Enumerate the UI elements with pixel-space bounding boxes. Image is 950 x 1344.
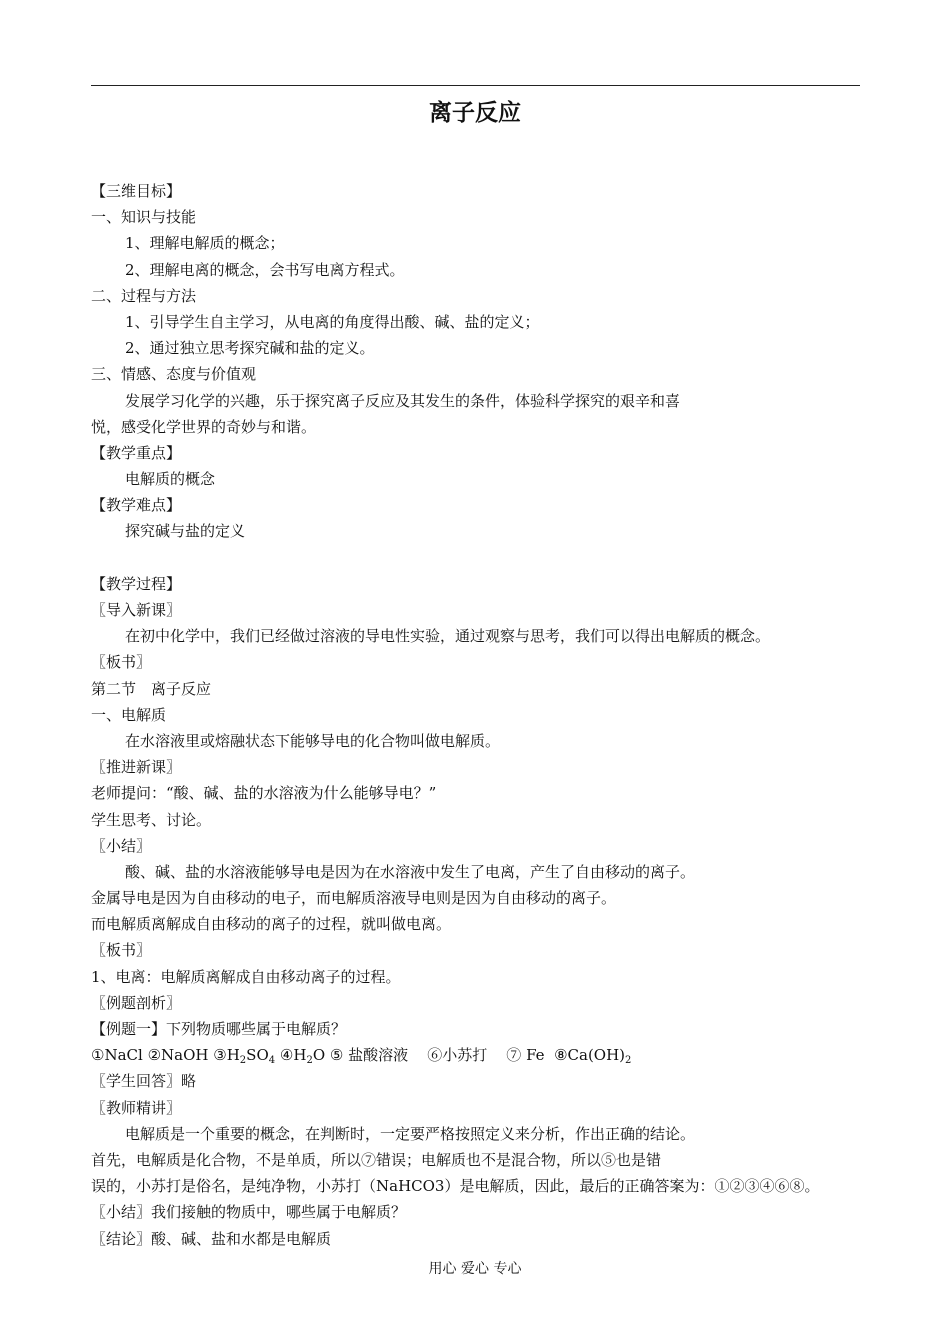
option-nacl: ①NaCl: [91, 1046, 143, 1065]
paragraph-line: 探究碱与盐的定义: [125, 522, 246, 541]
option-h2so4: $③H_2SO_4$: [213, 1046, 276, 1067]
section-heading: 【教学重点】: [91, 443, 182, 462]
step-label: 〖推进新课〗: [91, 758, 182, 777]
option-fe: ⑦ Fe: [506, 1046, 545, 1065]
step-label: 〖教师精讲〗: [91, 1098, 182, 1117]
step-label: 〖小结〗: [91, 836, 152, 855]
paragraph-line: 1、电离：电解质离解成自由移动离子的过程。: [91, 967, 401, 986]
option-hcl: ⑤ 盐酸溶液: [329, 1046, 409, 1065]
step-label: 〖板书〗: [91, 653, 152, 672]
list-item: 2、理解电离的概念，会书写电离方程式。: [125, 260, 405, 279]
paragraph-line: 酸、碱、盐的水溶液能够导电是因为在水溶液中发生了电离，产生了自由移动的离子。: [125, 862, 696, 881]
paragraph-line: 一、电解质: [91, 705, 167, 724]
paragraph-line: 误的，小苏打是俗名，是纯净物，小苏打（NaHCO3）是电解质，因此，最后的正确答案为：①②③④⑥⑧。: [91, 1177, 820, 1196]
list-item: 1、引导学生自主学习，从电离的角度得出酸、碱、盐的定义；: [125, 312, 540, 331]
page-footer: 用心 爱心 专心: [428, 1261, 522, 1277]
subheading: 一、知识与技能: [91, 208, 197, 227]
paragraph-line: 而电解质离解成自由移动的离子的过程，就叫做电离。: [91, 915, 452, 934]
list-item: 1、理解电解质的概念；: [125, 234, 285, 253]
paragraph-line: 首先，电解质是化合物，不是单质，所以⑦错误；电解质也不是混合物，所以⑤也是错: [91, 1150, 662, 1169]
subheading: 二、过程与方法: [91, 286, 197, 305]
option-naoh: ②NaOH: [147, 1046, 209, 1065]
paragraph-line: 〖小结〗我们接触的物质中，哪些属于电解质？: [91, 1203, 407, 1222]
paragraph-line: 第二节 离子反应: [91, 679, 212, 698]
step-label: 〖板书〗: [91, 941, 152, 960]
paragraph-line: 金属导电是因为自由移动的电子，而电解质溶液导电则是因为自由移动的离子。: [91, 889, 617, 908]
step-label: 〖例题剖析〗: [91, 993, 182, 1012]
section-heading: 【三维目标】: [91, 182, 182, 200]
formula-line: [91, 1042, 866, 1068]
paragraph-line: 悦，感受化学世界的奇妙与和谐。: [91, 417, 317, 436]
paragraph-line: 老师提问：“酸、碱、盐的水溶液为什么能够导电？”: [91, 784, 437, 803]
example-question: 【例题一】下列物质哪些属于电解质？: [91, 1020, 347, 1038]
paragraph-line: 学生思考、讨论。: [91, 810, 212, 829]
section-heading: 【教学过程】: [91, 574, 182, 593]
header-rule: [91, 85, 860, 86]
option-baking-soda: ⑥小苏打: [427, 1046, 488, 1065]
step-label: 〖导入新课〗: [91, 601, 182, 619]
option-caoh2: $⑧Ca(OH)_2$: [554, 1046, 632, 1067]
paragraph-line: 在初中化学中，我们已经做过溶液的导电性实验，通过观察与思考，我们可以得出电解质的概念。: [125, 627, 771, 646]
page-title: 离子反应: [429, 100, 521, 126]
subheading: 三、情感、态度与价值观: [91, 365, 257, 384]
option-h2o: $④H_2O$: [279, 1046, 326, 1067]
document-body: [91, 178, 866, 1252]
paragraph-line: 在水溶液里或熔融状态下能够导电的化合物叫做电解质。: [125, 731, 501, 750]
paragraph-line: 电解质是一个重要的概念，在判断时，一定要严格按照定义来分析，作出正确的结论。: [125, 1124, 696, 1143]
paragraph-line: 〖结论〗酸、碱、盐和水都是电解质: [91, 1229, 332, 1248]
section-heading: 【教学难点】: [91, 496, 182, 515]
paragraph-line: 电解质的概念: [125, 470, 216, 489]
list-item: 2、通过独立思考探究碱和盐的定义。: [125, 339, 375, 358]
paragraph-line: 发展学习化学的兴趣，乐于探究离子反应及其发生的条件，体验科学探究的艰辛和喜: [125, 391, 681, 410]
blank-line: [91, 545, 866, 571]
step-label: 〖学生回答〗略: [91, 1072, 197, 1091]
